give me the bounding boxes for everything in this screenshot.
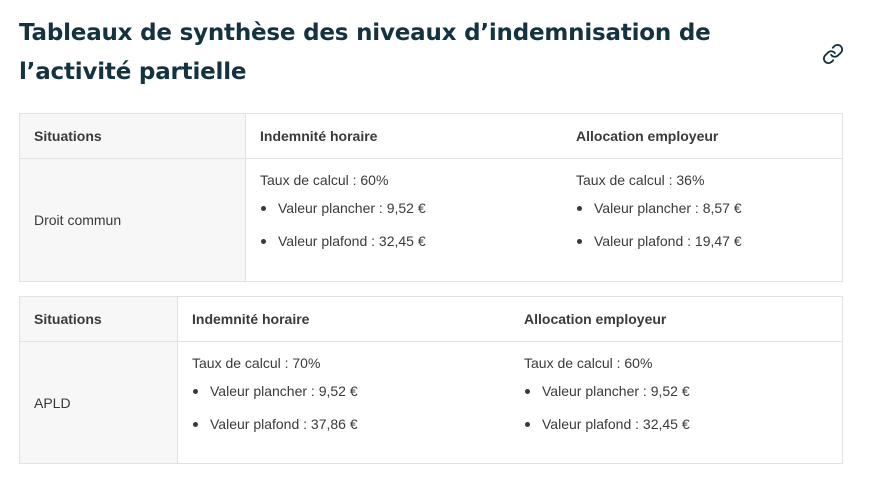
cell-indemnite — [246, 159, 562, 281]
ceiling-value: Valeur plafond : 32,45 € — [524, 416, 842, 432]
header-allocation-employeur: Allocation employeur — [576, 128, 719, 144]
header-situations: Situations — [20, 297, 178, 341]
values-list — [260, 200, 562, 249]
header-indemnite-horaire: Indemnité horaire — [192, 311, 310, 327]
floor-value: Valeur plancher : 9,52 € — [260, 200, 562, 216]
table-header-row — [20, 297, 842, 342]
cell-allocation — [562, 159, 842, 281]
rate-text: Taux de calcul : 36% — [576, 172, 705, 188]
table-header-row — [20, 114, 842, 159]
floor-value: Valeur plancher : 9,52 € — [192, 383, 510, 399]
header-indemnite-horaire: Indemnité horaire — [260, 128, 378, 144]
page-title: Tableaux de synthèse des niveaux d’indemnisation de l’activité partielle — [19, 20, 711, 85]
values-list — [576, 200, 842, 249]
row-label-droit-commun: Droit commun — [20, 159, 246, 281]
cell-allocation — [510, 342, 842, 463]
ceiling-value: Valeur plafond : 32,45 € — [260, 233, 562, 249]
cell-indemnite — [178, 342, 510, 463]
values-list — [192, 383, 510, 432]
header-situations: Situations — [20, 114, 246, 158]
floor-value: Valeur plancher : 8,57 € — [576, 200, 842, 216]
rate-text: Taux de calcul : 60% — [260, 172, 389, 188]
table-row — [20, 159, 842, 281]
rate-text: Taux de calcul : 70% — [192, 355, 321, 371]
header-allocation-employeur: Allocation employeur — [524, 311, 667, 327]
link-icon[interactable] — [822, 43, 844, 65]
values-list — [524, 383, 842, 432]
table-droit-commun — [19, 113, 843, 282]
ceiling-value: Valeur plafond : 37,86 € — [192, 416, 510, 432]
ceiling-value: Valeur plafond : 19,47 € — [576, 233, 842, 249]
floor-value: Valeur plancher : 9,52 € — [524, 383, 842, 399]
table-row — [20, 342, 842, 463]
table-apld — [19, 296, 843, 464]
row-label-apld: APLD — [20, 342, 178, 463]
rate-text: Taux de calcul : 60% — [524, 355, 653, 371]
